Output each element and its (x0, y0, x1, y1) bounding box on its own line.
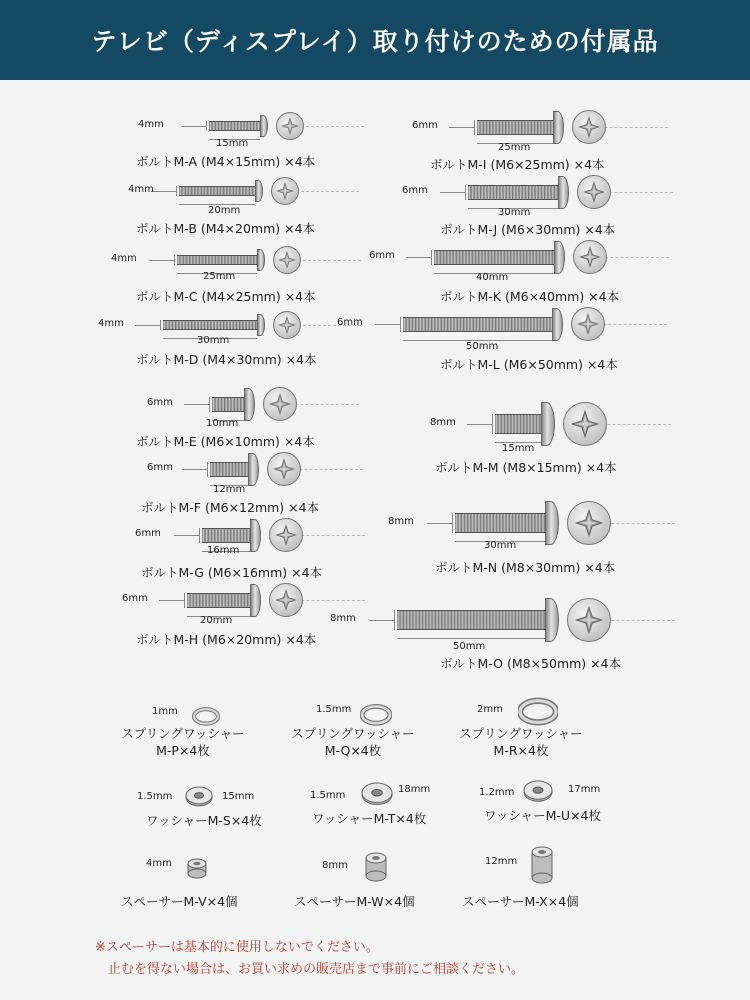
bolt-G-dia-leader (174, 535, 199, 536)
spacer-V-icon (186, 856, 208, 881)
bolt-N-phillips-head-icon (567, 501, 611, 545)
bolt-J-phillips-head-icon (577, 175, 611, 209)
bolt-J-diameter-label: 6mm (402, 185, 428, 196)
bolt-C-head (257, 249, 265, 271)
bolt-B-phillips-head-icon (271, 177, 299, 205)
bolt-E-head (244, 388, 255, 421)
caption-line: スプリングワッシャー (121, 726, 245, 741)
bolt-L-dia-marker (400, 317, 401, 332)
bolt-O-phillips-head-icon (567, 598, 611, 642)
bolt-F-diameter-label: 6mm (147, 462, 173, 473)
bolt-H-dia-marker (184, 593, 185, 608)
bolt-G-phillips-head-icon (269, 518, 303, 552)
bolt-H-length-label: 20mm (200, 615, 233, 626)
washer-S-diameter-label: 15mm (222, 791, 255, 802)
bolt-I-caption: ボルトM-I (M6×25mm) ×4本 (430, 157, 605, 172)
washer-U-thickness-label: 1.2mm (479, 787, 515, 798)
bolt-K-dia-marker (431, 250, 432, 265)
bolt-M-diameter-label: 8mm (430, 417, 456, 428)
washer-T-caption: ワッシャーM-T×4枚 (312, 811, 427, 826)
bolt-E-caption: ボルトM-E (M6×10mm) ×4本 (136, 434, 315, 449)
spacer-W-caption: スペーサーM-W×4個 (294, 894, 415, 909)
bolt-M-head (541, 402, 555, 446)
bolt-L-dia-leader (375, 324, 400, 325)
bolt-K-dia-leader (406, 257, 431, 258)
bolt-M-shank (495, 414, 541, 434)
bolt-E-diameter-label: 6mm (147, 397, 173, 408)
bolt-N-head (545, 501, 559, 545)
bolt-G-diameter-label: 6mm (135, 528, 161, 539)
bolt-I-shank (477, 120, 553, 135)
bolt-I-head (553, 111, 564, 144)
bolt-D-phillips-head-icon (273, 311, 301, 339)
bolt-F-head (248, 453, 259, 486)
bolt-F-shank (210, 462, 248, 477)
bolt-B-diameter-label: 4mm (128, 184, 154, 195)
spring-washer-Q-size-label: 1.5mm (316, 704, 352, 715)
washer-U-diameter-label: 17mm (568, 784, 601, 795)
washer-U-icon (522, 778, 554, 804)
washer-S-icon (184, 784, 214, 809)
bolt-K-phillips-head-icon (573, 240, 607, 274)
bolt-K-head (554, 241, 565, 274)
bolt-A-dia-marker (206, 121, 207, 131)
bolt-J-head (558, 176, 569, 209)
bolt-D-length-label: 30mm (197, 335, 230, 346)
bolt-D-shank (163, 320, 257, 330)
bolt-A-shank (209, 121, 260, 131)
bolt-C-shank (177, 255, 257, 265)
bolt-O-shank (397, 610, 545, 630)
bolt-G-shank (202, 528, 250, 543)
bolt-N-dia-leader (427, 523, 452, 524)
caption-line: スプリングワッシャー (291, 726, 415, 741)
bolt-N-dia-marker (452, 513, 453, 533)
bolt-C-dia-leader (149, 260, 174, 261)
spacer-V-length-label: 4mm (146, 858, 172, 869)
bolt-I-diameter-label: 6mm (412, 120, 438, 131)
bolt-E-phillips-head-icon (263, 387, 297, 421)
spacer-V-caption: スペーサーM-V×4個 (121, 894, 238, 909)
spring-washer-R-caption (456, 725, 586, 759)
bolt-J-dia-leader (440, 192, 465, 193)
washer-T-thickness-label: 1.5mm (310, 790, 346, 801)
bolt-D-head (257, 314, 265, 336)
bolt-I-dia-marker (474, 120, 475, 135)
bolt-B-length-label: 20mm (208, 205, 241, 216)
bolt-K-length-label: 40mm (476, 272, 509, 283)
page-title: テレビ（ディスプレイ）取り付けのための付属品 (91, 27, 659, 56)
bolt-N-length-label: 30mm (484, 540, 517, 551)
spacer-W-icon (364, 850, 388, 884)
bolt-B-dia-marker (176, 186, 177, 196)
bolt-G-caption: ボルトM-G (M6×16mm) ×4本 (141, 565, 323, 580)
bolt-L-shank (403, 317, 552, 332)
caption-line: M-P×4枚 (156, 743, 210, 758)
bolt-N-diameter-label: 8mm (388, 516, 414, 527)
bolt-M-dia-leader (467, 424, 492, 425)
bolt-M-dia-marker (492, 414, 493, 434)
bolt-F-phillips-head-icon (267, 452, 301, 486)
bolt-H-shank (187, 593, 250, 608)
bolt-K-shank (434, 250, 554, 265)
bolt-N-shank (455, 513, 545, 533)
spacer-X-length-label: 12mm (485, 856, 518, 867)
bolt-D-caption: ボルトM-D (M4×30mm) ×4本 (136, 352, 317, 367)
bolt-F-caption: ボルトM-F (M6×12mm) ×4本 (141, 500, 320, 515)
bolt-D-diameter-label: 4mm (98, 318, 124, 329)
bolt-H-caption: ボルトM-H (M6×20mm) ×4本 (136, 632, 317, 647)
bolt-B-head (255, 180, 263, 202)
bolt-J-shank (468, 185, 558, 200)
bolt-O-diameter-label: 8mm (330, 613, 356, 624)
bolt-G-dia-marker (199, 528, 200, 543)
note-line-2: 止むを得ない場合は、お買い求めの販売店まで事前にご相談ください。 (108, 962, 525, 977)
bolt-O-dia-leader (369, 620, 394, 621)
bolt-F-length-label: 12mm (213, 484, 246, 495)
washer-S-caption: ワッシャーM-S×4枚 (146, 813, 262, 828)
bolt-B-caption: ボルトM-B (M4×20mm) ×4本 (136, 221, 316, 236)
bolt-I-dia-leader (449, 127, 474, 128)
bolt-B-shank (179, 186, 255, 196)
washer-T-diameter-label: 18mm (398, 784, 431, 795)
note-line-1: ※スペーサーは基本的に使用しないでください。 (95, 940, 379, 955)
bolt-E-shank (212, 397, 244, 412)
spring-washer-P-caption (118, 725, 248, 759)
bolt-L-diameter-label: 6mm (337, 317, 363, 328)
bolt-L-head (552, 308, 563, 341)
bolt-H-phillips-head-icon (269, 583, 303, 617)
bolt-G-head (250, 519, 261, 552)
spring-washer-Q-icon (360, 702, 392, 728)
bolt-L-phillips-head-icon (571, 307, 605, 341)
spring-washer-P-size-label: 1mm (152, 706, 178, 717)
bolt-H-head (250, 584, 261, 617)
bolt-N-caption: ボルトM-N (M8×30mm) ×4本 (435, 560, 616, 575)
bolt-L-length-label: 50mm (466, 341, 499, 352)
bolt-J-length-label: 30mm (498, 207, 531, 218)
bolt-K-diameter-label: 6mm (369, 250, 395, 261)
spring-washer-R-icon (518, 696, 558, 727)
bolt-A-length-label: 15mm (216, 138, 249, 149)
bolt-F-dia-marker (207, 462, 208, 477)
bolt-G-length-label: 16mm (207, 545, 240, 556)
caption-line: M-R×4枚 (493, 743, 549, 758)
bolt-D-dia-leader (135, 325, 160, 326)
bolt-F-dia-leader (182, 469, 207, 470)
bolt-C-diameter-label: 4mm (111, 253, 137, 264)
bolt-E-length-label: 10mm (206, 418, 239, 429)
bolt-K-caption: ボルトM-K (M6×40mm) ×4本 (440, 289, 620, 304)
spacer-W-length-label: 8mm (322, 860, 348, 871)
washer-U-caption: ワッシャーM-U×4枚 (484, 808, 601, 823)
bolt-M-caption: ボルトM-M (M8×15mm) ×4本 (435, 460, 617, 475)
bolt-C-length-label: 25mm (203, 271, 236, 282)
bolt-O-caption: ボルトM-O (M8×50mm) ×4本 (440, 656, 622, 671)
bolt-A-diameter-label: 4mm (138, 119, 164, 130)
bolt-D-dia-marker (160, 320, 161, 330)
caption-line: M-Q×4枚 (324, 743, 382, 758)
bolt-E-dia-marker (209, 397, 210, 412)
bolt-I-length-label: 25mm (498, 142, 531, 153)
bolt-E-dia-leader (184, 404, 209, 405)
bolt-M-phillips-head-icon (563, 402, 607, 446)
caption-line: スプリングワッシャー (459, 726, 583, 741)
bolt-L-caption: ボルトM-L (M6×50mm) ×4本 (440, 357, 618, 372)
bolt-H-diameter-label: 6mm (122, 593, 148, 604)
spring-washer-R-size-label: 2mm (477, 704, 503, 715)
bolt-A-caption: ボルトM-A (M4×15mm) ×4本 (136, 154, 316, 169)
bolt-C-caption: ボルトM-C (M4×25mm) ×4本 (136, 289, 316, 304)
bolt-A-head (260, 115, 268, 137)
bolt-B-dia-leader (151, 191, 176, 192)
bolt-C-dia-marker (174, 255, 175, 265)
spacer-X-caption: スペーサーM-X×4個 (462, 894, 579, 909)
bolt-O-head (545, 598, 559, 642)
bolt-J-caption: ボルトM-J (M6×30mm) ×4本 (440, 222, 616, 237)
bolt-J-dia-marker (465, 185, 466, 200)
bolt-H-dia-leader (159, 600, 184, 601)
bolt-O-length-line (397, 638, 545, 639)
spacer-X-icon (530, 844, 554, 886)
bolt-I-phillips-head-icon (572, 110, 606, 144)
header (0, 0, 750, 80)
washer-T-icon (360, 780, 394, 808)
spring-washer-Q-caption (288, 725, 418, 759)
bolt-O-dia-marker (394, 610, 395, 630)
bolt-A-phillips-head-icon (276, 112, 304, 140)
bolt-M-length-label: 15mm (502, 443, 535, 454)
washer-S-thickness-label: 1.5mm (137, 791, 173, 802)
bolt-A-dia-leader (181, 126, 206, 127)
bolt-O-length-label: 50mm (453, 641, 486, 652)
bolt-C-phillips-head-icon (273, 246, 301, 274)
